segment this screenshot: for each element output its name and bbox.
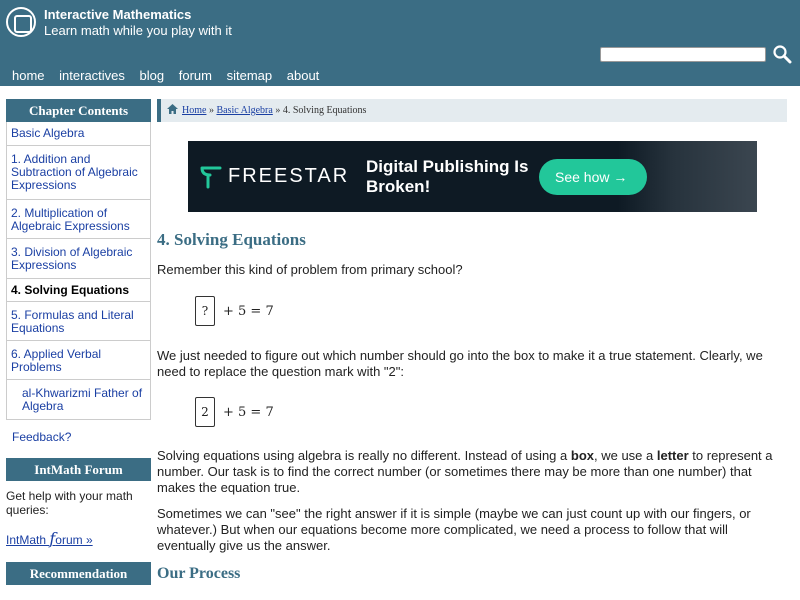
sidebar-item-addition-subtraction[interactable]: 1. Addition and Subtraction of Algebraic Expressions bbox=[7, 146, 150, 200]
paragraph-process: Sometimes we can "see" the right answer if it is simple (maybe we can just count up with our fingers, or whatever.) But when our equations become more complicated, we need a process to follow that will eventually give us the answer. bbox=[157, 506, 751, 553]
section-heading-our-process: Our Process bbox=[157, 565, 241, 582]
chapter-contents-heading: Chapter Contents bbox=[6, 99, 151, 122]
nav-sitemap[interactable]: sitemap bbox=[226, 68, 273, 83]
equation-rest: + 5 = 7 bbox=[223, 304, 274, 319]
logo-icon[interactable] bbox=[6, 7, 36, 37]
nav-blog[interactable]: blog bbox=[139, 68, 165, 83]
forum-section bbox=[6, 458, 151, 548]
sidebar-item-basic-algebra[interactable]: Basic Algebra bbox=[7, 122, 150, 146]
nav-home[interactable]: home bbox=[12, 68, 45, 83]
search-icon[interactable] bbox=[772, 44, 792, 64]
page-title: 4. Solving Equations bbox=[157, 230, 306, 249]
sidebar bbox=[6, 99, 151, 585]
forum-link-f: f bbox=[49, 529, 56, 548]
paragraph-explain: We just needed to figure out which number should go into the box to make it a true statement. Clearly, we need to replace the question mark with "2": bbox=[157, 348, 763, 379]
equation-box: ? bbox=[195, 296, 215, 326]
forum-heading: IntMath Forum bbox=[6, 458, 151, 481]
nav-interactives[interactable]: interactives bbox=[59, 68, 125, 83]
text-segment: to represent a number. Our task is to find the correct number (or sometimes there may be more than one number) that makes the equation true. bbox=[157, 448, 773, 495]
ad-banner[interactable] bbox=[188, 141, 757, 212]
chapter-list bbox=[6, 122, 151, 420]
forum-link-text-b: orum » bbox=[55, 533, 93, 547]
site-title[interactable]: Interactive Mathematics bbox=[44, 7, 192, 22]
breadcrumb bbox=[157, 99, 787, 122]
breadcrumb-separator: » bbox=[206, 105, 217, 116]
sidebar-item-formulas[interactable]: 5. Formulas and Literal Equations bbox=[7, 302, 150, 341]
paragraph-intro: Remember this kind of problem from primary school? bbox=[157, 262, 463, 277]
ad-cta-button[interactable]: See how → bbox=[539, 159, 647, 195]
equation-answer bbox=[195, 397, 274, 427]
sidebar-item-al-khwarizmi[interactable]: al-Khwarizmi Father of Algebra bbox=[7, 380, 150, 420]
freestar-logo-icon bbox=[200, 165, 222, 189]
site-tagline: Learn math while you play with it bbox=[44, 23, 232, 38]
breadcrumb-current: » 4. Solving Equations bbox=[272, 105, 367, 116]
site-header bbox=[0, 0, 800, 86]
text-bold-letter: letter bbox=[656, 448, 689, 463]
text-bold-box: box bbox=[570, 448, 594, 463]
breadcrumb-home[interactable]: Home bbox=[182, 105, 207, 116]
search-input[interactable] bbox=[600, 47, 766, 62]
text-segment: Solving equations using algebra is really no different. Instead of using a bbox=[157, 448, 571, 463]
sidebar-item-multiplication[interactable]: 2. Multiplication of Algebraic Expressions bbox=[7, 200, 150, 239]
sidebar-item-division[interactable]: 3. Division of Algebraic Expressions bbox=[7, 239, 150, 279]
equation-box: 2 bbox=[195, 397, 215, 427]
ad-headline: Digital Publishing Is Broken! bbox=[366, 157, 529, 196]
forum-text: Get help with your math queries: bbox=[6, 489, 133, 517]
sidebar-item-verbal-problems[interactable]: 6. Applied Verbal Problems bbox=[7, 341, 150, 380]
recommendation-heading: Recommendation bbox=[6, 562, 151, 585]
paragraph-algebra bbox=[157, 448, 787, 496]
sidebar-item-solving-equations[interactable]: 4. Solving Equations bbox=[7, 279, 150, 302]
feedback-link[interactable]: Feedback? bbox=[12, 430, 72, 444]
ad-brand: FREESTAR bbox=[228, 165, 350, 187]
equation-rest: + 5 = 7 bbox=[223, 405, 274, 420]
recommendation-section bbox=[6, 562, 151, 585]
main-nav bbox=[12, 68, 330, 83]
equation-question bbox=[195, 296, 274, 326]
breadcrumb-basic-algebra[interactable]: Basic Algebra bbox=[216, 105, 273, 116]
forum-link[interactable] bbox=[6, 529, 151, 548]
nav-about[interactable]: about bbox=[286, 68, 320, 83]
forum-link-text-a: IntMath bbox=[6, 533, 50, 547]
nav-forum[interactable]: forum bbox=[178, 68, 212, 83]
text-segment: , we use a bbox=[594, 448, 657, 463]
home-icon[interactable] bbox=[167, 104, 178, 114]
